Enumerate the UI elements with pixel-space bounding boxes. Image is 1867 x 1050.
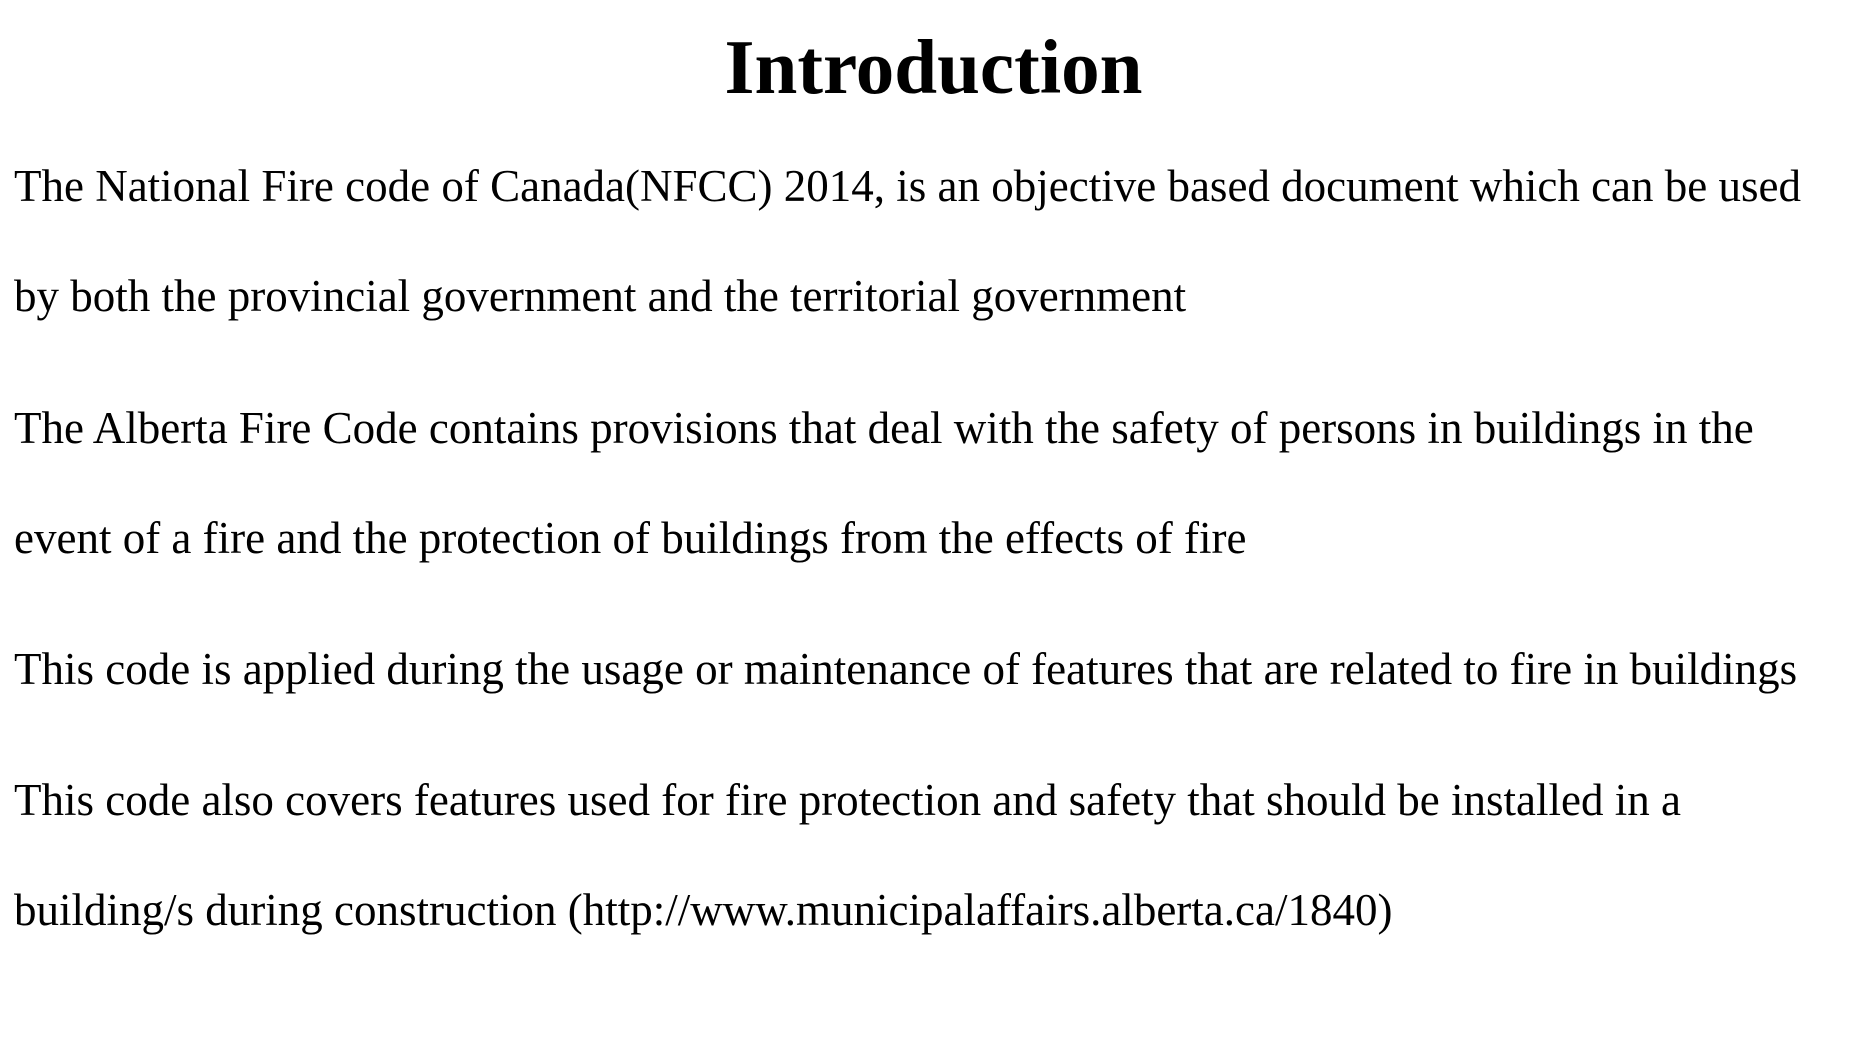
paragraph-line: by both the provincial government and the territorial government	[14, 271, 1187, 321]
paragraph-line: This code is applied during the usage or maintenance of features that are related to fire in buildings	[14, 644, 1798, 694]
paragraph-line: building/s during construction (http://www.municipalaffairs.alberta.ca/1840)	[14, 885, 1393, 935]
slide-title: Introduction	[724, 24, 1143, 110]
paragraph-line: The National Fire code of Canada(NFCC) 2014, is an objective based document which can be used	[14, 161, 1801, 211]
paragraph-line: The Alberta Fire Code contains provisions that deal with the safety of persons in buildings in the	[14, 403, 1754, 453]
paragraph-line: event of a fire and the protection of buildings from the effects of fire	[14, 513, 1247, 563]
paragraph-line: This code also covers features used for fire protection and safety that should be installed in a	[14, 775, 1681, 825]
